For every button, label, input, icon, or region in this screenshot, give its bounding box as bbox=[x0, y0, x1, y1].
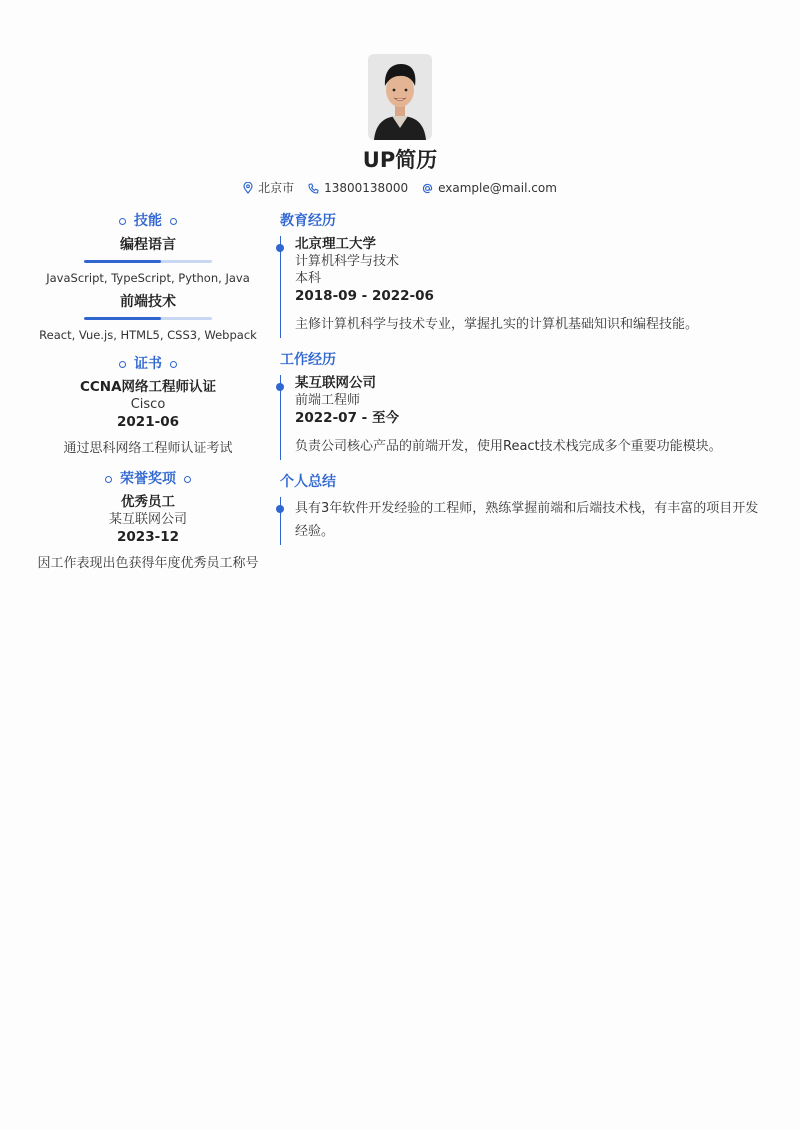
contact-phone bbox=[308, 180, 408, 196]
left-column bbox=[28, 212, 268, 572]
certificates-section-title: 证书 bbox=[28, 355, 268, 373]
ring-icon bbox=[184, 476, 191, 483]
summary-text: 具有3年软件开发经验的工程师，熟练掌握前端和后端技术栈，有丰富的项目开发经验。 bbox=[295, 501, 759, 539]
ring-icon bbox=[119, 361, 126, 368]
phone-text: 13800138000 bbox=[324, 181, 409, 195]
skill-level-bar bbox=[84, 317, 212, 320]
resume-header bbox=[0, 54, 800, 196]
skill-level-bar bbox=[84, 260, 212, 263]
education-entry bbox=[280, 236, 770, 338]
skill-level-fill bbox=[84, 317, 161, 320]
award-desc: 因工作表现出色获得年度优秀员工称号 bbox=[37, 556, 259, 571]
certificate-date: 2021-06 bbox=[117, 414, 179, 430]
ring-icon bbox=[119, 218, 126, 225]
resume-name: UP简历 bbox=[362, 148, 438, 172]
timeline-dot bbox=[276, 383, 284, 391]
contact-location bbox=[243, 180, 294, 196]
company-name: 某互联网公司 bbox=[295, 375, 376, 391]
at-sign-icon bbox=[422, 183, 433, 194]
certificate-name: CCNA网络工程师认证 bbox=[79, 379, 217, 395]
position: 前端工程师 bbox=[295, 393, 361, 408]
skill-name: 前端技术 bbox=[120, 294, 176, 310]
skill-name: 编程语言 bbox=[120, 237, 176, 253]
awards-section-title: 荣誉奖项 bbox=[28, 470, 268, 488]
education-desc: 主修计算机科学与技术专业，掌握扎实的计算机基础知识和编程技能。 bbox=[295, 317, 699, 332]
award-issuer: 某互联网公司 bbox=[108, 512, 187, 527]
work-entry bbox=[280, 375, 770, 460]
location-text: 北京市 bbox=[258, 181, 295, 195]
award-name: 优秀员工 bbox=[121, 494, 175, 510]
major: 计算机科学与技术 bbox=[295, 254, 400, 269]
education-date: 2018-09 - 2022-06 bbox=[295, 288, 434, 304]
contact-email bbox=[422, 180, 557, 196]
certificate-desc: 通过思科网络工程师认证考试 bbox=[63, 441, 233, 456]
skills-section-title: 技能 bbox=[28, 212, 268, 230]
certificate-issuer: Cisco bbox=[130, 397, 166, 412]
timeline-dot bbox=[276, 244, 284, 252]
avatar bbox=[368, 54, 432, 140]
school-name: 北京理工大学 bbox=[295, 236, 376, 252]
skill-level-fill bbox=[84, 260, 161, 263]
summary-section-title: 个人总结 bbox=[280, 474, 336, 490]
certificate-item bbox=[28, 378, 268, 457]
timeline-dot bbox=[276, 505, 284, 513]
award-date: 2023-12 bbox=[117, 529, 179, 545]
skill-item bbox=[28, 293, 268, 343]
work-section-title: 工作经历 bbox=[280, 352, 336, 368]
summary-entry bbox=[280, 497, 770, 545]
ring-icon bbox=[105, 476, 112, 483]
email-text: example@mail.com bbox=[438, 181, 557, 195]
degree: 本科 bbox=[295, 271, 322, 286]
ring-icon bbox=[170, 361, 177, 368]
contact-row bbox=[0, 180, 800, 196]
work-desc: 负责公司核心产品的前端开发，使用React技术栈完成多个重要功能模块。 bbox=[295, 439, 722, 454]
location-pin-icon bbox=[243, 182, 253, 194]
ring-icon bbox=[170, 218, 177, 225]
skill-item bbox=[28, 236, 268, 286]
phone-icon bbox=[308, 183, 319, 194]
right-column bbox=[280, 212, 770, 545]
skill-desc: JavaScript, TypeScript, Python, Java bbox=[46, 271, 250, 285]
skill-desc: React, Vue.js, HTML5, CSS3, Webpack bbox=[39, 328, 257, 342]
work-date: 2022-07 - 至今 bbox=[295, 410, 399, 426]
education-section-title: 教育经历 bbox=[280, 213, 336, 229]
award-item bbox=[28, 493, 268, 572]
